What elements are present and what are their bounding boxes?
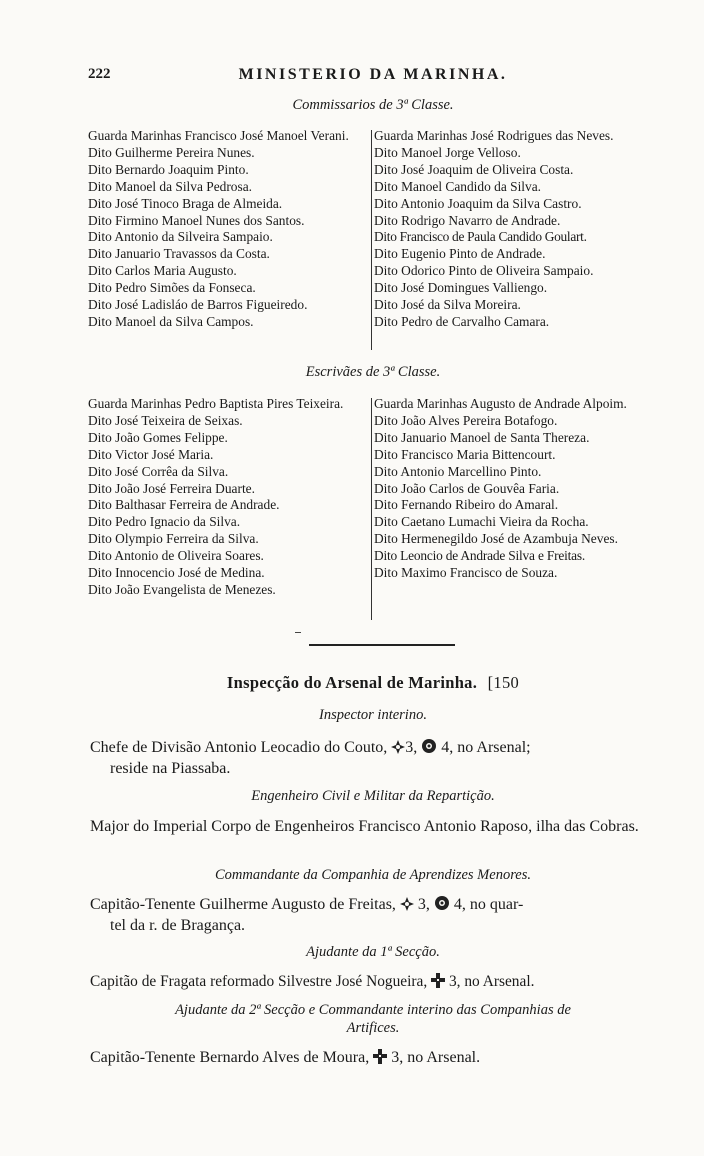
list-item: Dito Guilherme Pereira Nunes.: [88, 144, 255, 160]
list-item: Dito Manoel Jorge Velloso.: [374, 144, 521, 160]
page-number: 222: [88, 66, 111, 82]
decoration-level: 3,: [417, 896, 430, 913]
list-item: Dito José Tinoco Braga de Almeida.: [88, 195, 283, 211]
entry-inspector: [90, 738, 676, 779]
list-item: Dito João Gomes Felippe.: [88, 429, 228, 445]
list-item: Dito Balthasar Ferreira de Andrade.: [88, 497, 280, 513]
subtitle-line: Ajudante da 2ª Secção e Commandante interino das Companhias de: [175, 1002, 571, 1018]
list-item: Dito Pedro Simões da Fonseca.: [88, 280, 256, 296]
page-header: [88, 66, 658, 90]
entry-text: no Arsenal;: [457, 739, 531, 756]
inspeccao-title: Inspecção do Arsenal de Marinha.: [226, 673, 478, 692]
list-item: Dito Bernardo Joaquim Pinto.: [88, 161, 249, 177]
list-item: Dito João José Ferreira Duarte.: [88, 480, 255, 496]
list-item: Guarda Marinhas José Rodrigues das Neves.: [374, 128, 614, 143]
commissarios-right-column: [374, 128, 656, 331]
list-item: Dito Hermenegildo José de Azambuja Neves.: [374, 531, 618, 547]
list-item: Dito Antonio Joaquim da Silva Castro.: [374, 195, 582, 211]
list-item: Dito Antonio da Silveira Sampaio.: [88, 229, 273, 245]
decoration-level: 3,: [391, 1049, 404, 1066]
list-item: Dito Manoel Candido da Silva.: [374, 178, 541, 194]
list-item: Dito Antonio Marcellino Pinto.: [374, 463, 542, 479]
section-title-commissarios: Commissarios de 3ª Classe.: [292, 97, 454, 113]
list-item: Dito Caetano Lumachi Vieira da Rocha.: [374, 514, 589, 530]
list-item: Dito Odorico Pinto de Oliveira Sampaio.: [374, 263, 594, 279]
list-item: Dito Manoel da Silva Pedrosa.: [88, 178, 253, 194]
decoration-level: 3,: [405, 739, 418, 756]
list-item: Dito Pedro Ignacio da Silva.: [88, 514, 241, 530]
list-item: Dito José Ladisláo de Barros Figueiredo.: [88, 297, 308, 313]
list-item: Guarda Marinhas Augusto de Andrade Alpoim.: [374, 396, 627, 411]
christ-cross-icon: [373, 1049, 387, 1064]
list-item: Dito José Domingues Valliengo.: [374, 280, 548, 296]
list-item: Dito Eugenio Pinto de Andrade.: [374, 246, 546, 262]
running-title: MINISTERIO DA MARINHA.: [238, 66, 508, 83]
list-item: Dito José da Silva Moreira.: [374, 297, 521, 313]
list-item: Dito Maximo Francisco de Souza.: [374, 565, 558, 581]
list-item: Dito João Evangelista de Menezes.: [88, 581, 276, 597]
decoration-level: 4,: [441, 739, 454, 756]
subtitle-ajudante-1: Ajudante da 1ª Secção.: [306, 944, 440, 960]
small-dash: [295, 632, 301, 633]
list-item: Dito Manoel da Silva Campos.: [88, 313, 254, 329]
christ-cross-icon: [431, 973, 445, 988]
subtitle-line: Artifices.: [346, 1020, 400, 1036]
column-divider: [371, 130, 372, 350]
entry-commandante: [90, 895, 676, 936]
list-item: Dito José Joaquim de Oliveira Costa.: [374, 161, 574, 177]
list-item: Dito João Alves Pereira Botafogo.: [374, 412, 558, 428]
list-item: Dito Rodrigo Navarro de Andrade.: [374, 212, 561, 228]
list-item: Dito Olympio Ferreira da Silva.: [88, 531, 259, 547]
list-item: Dito Firmino Manoel Nunes dos Santos.: [88, 212, 305, 228]
list-item: Dito Leoncio de Andrade Silva e Freitas.: [374, 548, 586, 564]
decoration-level: 4,: [453, 896, 466, 913]
subtitle-ajudante-2: [88, 1001, 658, 1037]
entry-engenheiro: Major do Imperial Corpo de Engenheiros Francisco Antonio Raposo, ilha das Cobras.: [90, 818, 639, 835]
entry-text: reside na Piassaba.: [110, 759, 231, 777]
list-item: Dito Carlos Maria Augusto.: [88, 263, 237, 279]
entry-text: no quar-: [469, 896, 524, 913]
entry-ajudante-2: [90, 1048, 676, 1069]
section-rule: [309, 644, 455, 646]
escrivaes-right-column: [374, 396, 656, 582]
list-item: Dito Innocencio José de Medina.: [88, 565, 265, 581]
subtitle-engenheiro: Engenheiro Civil e Militar da Repartição.: [251, 788, 495, 804]
inspeccao-heading: [88, 673, 658, 693]
entry-text: Chefe de Divisão Antonio Leocadio do Couto,: [90, 739, 388, 756]
list-item: Dito Antonio de Oliveira Soares.: [88, 548, 264, 564]
list-item: Dito Francisco Maria Bittencourt.: [374, 446, 556, 462]
list-item: Dito José Corrêa da Silva.: [88, 463, 229, 479]
list-item: Dito Francisco de Paula Candido Goulart.: [374, 229, 587, 245]
entry-text: no Arsenal.: [464, 973, 535, 990]
list-item: Guarda Marinhas Francisco José Manoel Verani.: [88, 128, 349, 143]
escrivaes-left-column: [88, 396, 370, 599]
entry-text: no Arsenal.: [407, 1049, 481, 1066]
rose-order-icon: [421, 738, 437, 754]
section-title-escrivaes: Escrivães de 3ª Classe.: [305, 364, 441, 380]
entry-ajudante-1: [90, 972, 676, 993]
list-item: Dito João Carlos de Gouvêa Faria.: [374, 480, 560, 496]
list-item: Dito Pedro de Carvalho Camara.: [374, 313, 550, 329]
entry-text: Capitão de Fragata reformado Silvestre José Nogueira,: [90, 973, 428, 990]
decoration-level: 3,: [448, 973, 461, 990]
list-item: Dito Victor José Maria.: [88, 446, 214, 462]
commissarios-left-column: [88, 128, 370, 331]
list-item: Guarda Marinhas Pedro Baptista Pires Teixeira.: [88, 396, 344, 411]
order-cross-icon: [391, 740, 405, 754]
list-item: Dito José Teixeira de Seixas.: [88, 412, 243, 428]
subtitle-inspector: Inspector interino.: [319, 707, 427, 723]
entry-text: tel da r. de Bragança.: [110, 916, 246, 934]
list-item: Dito Fernando Ribeiro do Amaral.: [374, 497, 559, 513]
entry-text: Capitão-Tenente Guilherme Augusto de Freitas,: [90, 896, 396, 913]
commissarios-columns: [88, 128, 658, 348]
list-item: Dito Januario Travassos da Costa.: [88, 246, 270, 262]
order-cross-icon: [400, 897, 414, 911]
escrivaes-columns: [88, 396, 658, 618]
entry-text: Capitão-Tenente Bernardo Alves de Moura,: [90, 1049, 370, 1066]
inspeccao-ref: [150: [487, 673, 520, 692]
list-item: Dito Januario Manoel de Santa Thereza.: [374, 429, 590, 445]
subtitle-commandante: Commandante da Companhia de Aprendizes Menores.: [214, 867, 532, 883]
rose-order-icon: [434, 895, 450, 911]
column-divider: [371, 398, 372, 620]
